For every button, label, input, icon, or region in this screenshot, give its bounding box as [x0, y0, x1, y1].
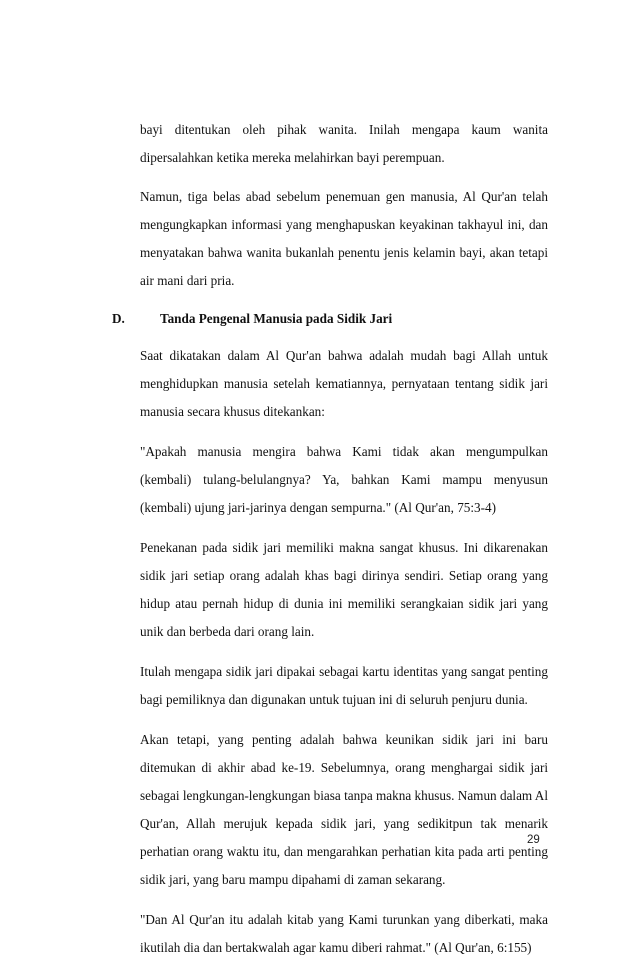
quote-paragraph: "Dan Al Qur'an itu adalah kitab yang Kami turunkan yang diberkati, maka ikutilah dia dan bertakwalah agar kamu diberi rahmat." (Al Qur'an, 6:155) [140, 912, 548, 955]
paragraph: Namun, tiga belas abad sebelum penemuan gen manusia, Al Qur'an telah mengungkapkan informasi yang menghapuskan keyakinan takhayul ini, dan menyatakan bahwa wanita bukanlah penentu jenis kelamin bayi, akan tetapi air mani dari pria. [140, 189, 548, 288]
paragraph: Akan tetapi, yang penting adalah bahwa keunikan sidik jari ini baru ditemukan di akhir abad ke-19. Sebelumnya, orang menghargai sidik jari sebagai lengkungan-lengkungan biasa tanpa makna khusus. Namun dalam Al Qur'an, Allah merujuk kepada sidik jari, yang sedikitpun tak menarik perhatian orang waktu itu, dan mengarahkan perhatian kita pada arti penting sidik jari, yang baru mampu dipahami di zaman sekarang. [140, 732, 548, 887]
section-title: Tanda Pengenal Manusia pada Sidik Jari [160, 311, 393, 326]
section-letter: D. [112, 311, 125, 326]
paragraph: Itulah mengapa sidik jari dipakai sebagai kartu identitas yang sangat penting bagi pemiliknya dan digunakan untuk tujuan ini di seluruh penjuru dunia. [140, 664, 548, 707]
paragraph: Penekanan pada sidik jari memiliki makna sangat khusus. Ini dikarenakan sidik jari setiap orang adalah khas bagi dirinya sendiri. Setiap orang yang hidup atau pernah hidup di dunia ini memiliki serangkaian sidik jari yang unik dan berbeda dari orang lain. [140, 540, 548, 639]
section-heading [112, 307, 548, 331]
body-text [112, 116, 548, 974]
page-number: 29 [527, 834, 540, 846]
paragraph: Saat dikatakan dalam Al Qur'an bahwa adalah mudah bagi Allah untuk menghidupkan manusia setelah kematiannya, pernyataan tentang sidik jari manusia secara khusus ditekankan: [140, 348, 548, 419]
quote-paragraph: "Apakah manusia mengira bahwa Kami tidak akan mengumpulkan (kembali) tulang-belulangnya? Ya, bahkan Kami mampu menyusun (kembali) ujung jari-jarinya dengan sempurna." (Al Qur'an, 75:3-4) [140, 444, 548, 515]
paragraph: bayi ditentukan oleh pihak wanita. Inilah mengapa kaum wanita dipersalahkan ketika mereka melahirkan bayi perempuan. [140, 122, 548, 165]
